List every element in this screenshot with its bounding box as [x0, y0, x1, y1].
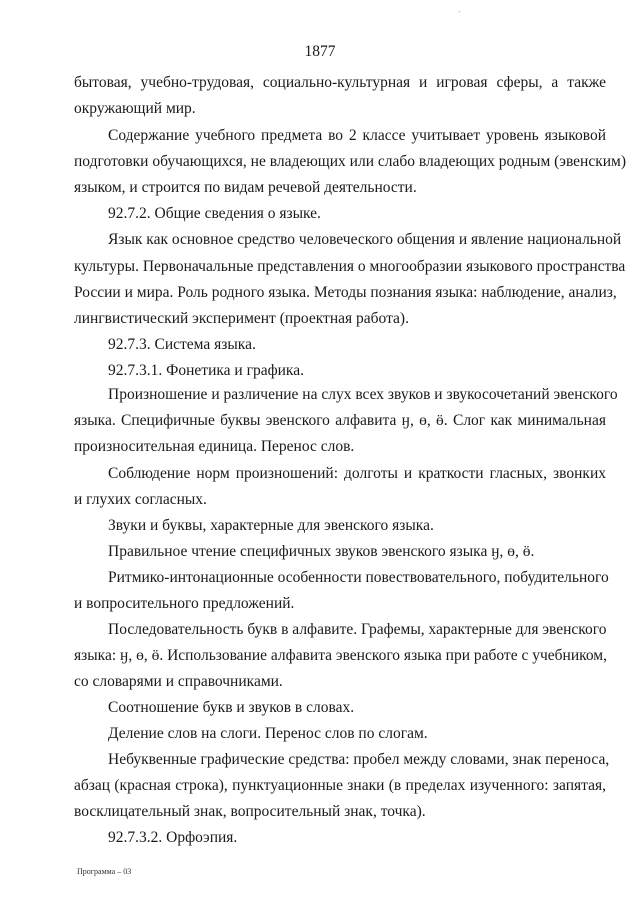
text-line: окружающий мир.	[74, 100, 196, 117]
text-line: Язык как основное средство человеческого общения и явление национальной	[108, 231, 622, 248]
text-line: подготовки обучающихся, не владеющих или слабо владеющих родным (эвенским)	[74, 153, 627, 170]
text-line: со словарями и справочниками.	[74, 673, 283, 690]
section-heading: 92.7.2. Общие сведения о языке.	[108, 205, 321, 222]
text-line: языка: ӈ, ө, ӫ. Использование алфавита эвенского языка при работе с учебником,	[74, 647, 607, 664]
text-line: абзац (красная строка), пунктуационные знаки (в пределах изученного: запятая,	[74, 777, 606, 794]
text-line: лингвистический эксперимент (проектная работа).	[74, 310, 409, 327]
section-heading: 92.7.3.1. Фонетика и графика.	[108, 362, 304, 379]
section-heading: 92.7.3. Система языка.	[108, 336, 256, 353]
text-line: восклицательный знак, вопросительный знак, точка).	[74, 803, 426, 820]
text-line: Последовательность букв в алфавите. Графемы, характерные для эвенского	[108, 621, 607, 638]
text-line: Правильное чтение специфичных звуков эвенского языка ӈ, ө, ӫ.	[108, 543, 535, 560]
scan-mark: ´	[458, 10, 461, 19]
text-line: Произношение и различение на слух всех звуков и звукосочетаний эвенского	[108, 386, 618, 403]
text-line: культуры. Первоначальные представления о многообразии языкового пространства	[74, 258, 626, 275]
page-footer: Программа – 03	[77, 867, 132, 876]
text-line: и вопросительного предложений.	[74, 595, 295, 612]
text-line: Звуки и буквы, характерные для эвенского языка.	[108, 517, 434, 534]
section-heading: 92.7.3.2. Орфоэпия.	[108, 829, 238, 846]
text-line: Небуквенные графические средства: пробел между словами, знак переноса,	[108, 751, 610, 768]
text-line: бытовая, учебно-трудовая, социально-культурная и игровая сферы, а также	[74, 74, 606, 91]
text-line: произносительная единица. Перенос слов.	[74, 438, 355, 455]
text-line: Соотношение букв и звуков в словах.	[108, 699, 355, 716]
text-line: Содержание учебного предмета во 2 классе учитывает уровень языковой	[108, 127, 606, 144]
text-line: России и мира. Роль родного языка. Методы познания языка: наблюдение, анализ,	[74, 284, 617, 301]
text-line: и глухих согласных.	[74, 491, 207, 508]
text-line: языка. Специфичные буквы эвенского алфавита ӈ, ө, ӫ. Слог как минимальная	[74, 412, 606, 429]
text-line: Деление слов на слоги. Перенос слов по слогам.	[108, 725, 428, 742]
page-number: 1877	[304, 43, 336, 60]
text-line: языком, и строится по видам речевой деятельности.	[74, 179, 417, 196]
text-line: Соблюдение норм произношений: долготы и краткости гласных, звонких	[108, 465, 606, 482]
text-line: Ритмико-интонационные особенности повествовательного, побудительного	[108, 569, 609, 586]
